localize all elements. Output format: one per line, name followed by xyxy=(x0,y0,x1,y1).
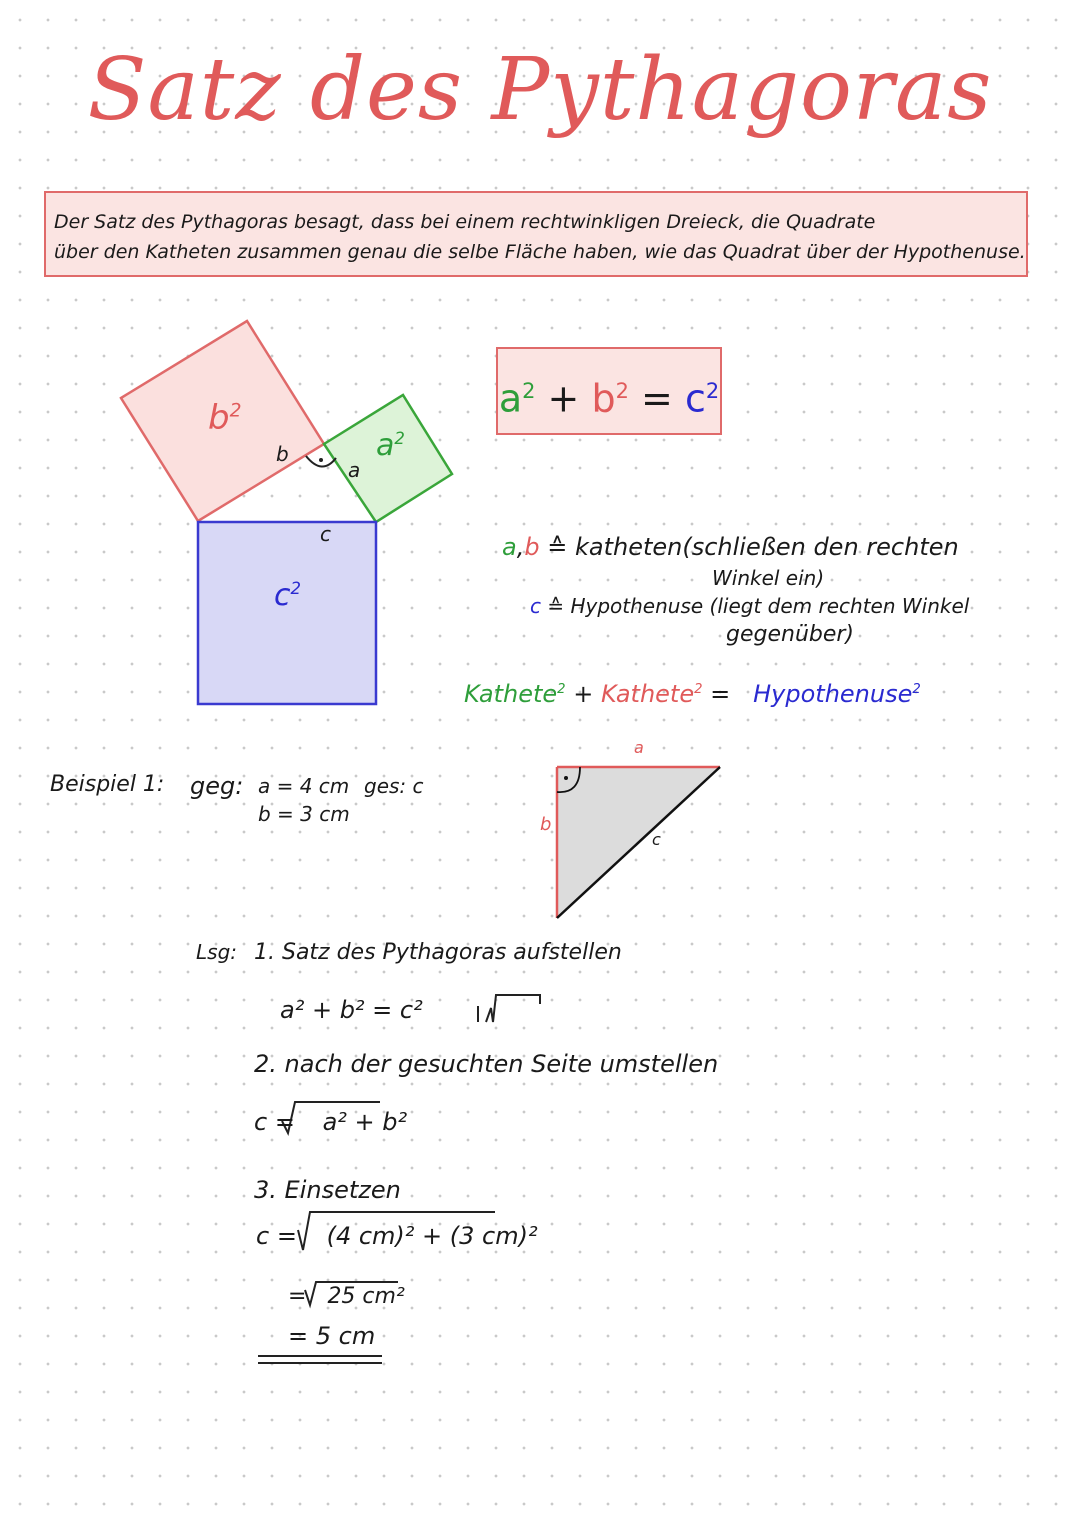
legend-ab-text-2: Winkel ein) xyxy=(712,566,825,590)
example-heading: Beispiel 1: xyxy=(50,772,165,797)
legend-b: b xyxy=(524,533,540,561)
solution-eq-4-lhs: = xyxy=(288,1284,307,1309)
solution-eq-4-radicand: 25 cm² xyxy=(327,1284,405,1309)
solution-eq-3-lhs: c = xyxy=(256,1222,297,1250)
legend-c-label: c xyxy=(530,594,541,618)
formula-eq: = xyxy=(641,376,673,421)
legend-ab: a,b ≙ katheten(schließen den rechten xyxy=(502,533,959,561)
word-formula xyxy=(464,680,921,708)
side-a-label: a xyxy=(348,458,361,482)
legend-ab-text-1: ≙ katheten(schließen den rechten xyxy=(547,533,959,561)
word-plus: + xyxy=(573,680,594,708)
square-a-label: $a^2$ xyxy=(376,428,405,463)
word-kathete-2-exp: 2 xyxy=(694,682,703,697)
example-given-label: geg: xyxy=(190,772,244,800)
legend-c-text-1: ≙ Hypothenuse (liegt dem rechten Winkel xyxy=(547,594,970,618)
solution-result: = 5 cm xyxy=(288,1322,376,1350)
example-given-a: a = 4 cm xyxy=(258,774,350,798)
square-c xyxy=(198,522,376,704)
legend-c xyxy=(530,594,969,618)
word-hypothenuse: Hypothenuse xyxy=(753,680,913,708)
solution-eq-2-lhs: c = xyxy=(254,1108,295,1136)
solution-op-1-text xyxy=(470,998,501,1026)
solution-step-1: 1. Satz des Pythagoras aufstellen xyxy=(254,940,622,965)
solution-eq-4 xyxy=(288,1284,405,1309)
legend-a: a xyxy=(502,533,517,561)
right-angle-dot xyxy=(319,458,323,462)
side-b-label: b xyxy=(276,442,289,466)
word-kathete-1: Kathete xyxy=(464,680,558,708)
word-eq: = xyxy=(710,680,731,708)
formula-b-exp: 2 xyxy=(615,379,629,403)
solution-step-3: 3. Einsetzen xyxy=(254,1176,401,1204)
page-title: Satz des Pythagoras xyxy=(87,40,993,140)
solution-eq-3-radicand: (4 cm)² + (3 cm)² xyxy=(326,1222,538,1250)
definition-line-2: über den Katheten zusammen genau die selbe Fläche haben, wie das Quadrat über der Hypothenuse. xyxy=(54,241,1026,263)
formula-a: a xyxy=(498,376,523,421)
legend-c-text-2: gegenüber) xyxy=(726,622,855,647)
solution-eq-2-radicand: a² + b² xyxy=(322,1108,408,1136)
formula-c: c xyxy=(684,376,706,421)
solution-step-2: 2. nach der gesuchten Seite umstellen xyxy=(254,1050,719,1078)
triangle-right-angle-dot xyxy=(564,776,568,780)
side-c-label: c xyxy=(320,522,331,546)
triangle-label-c: c xyxy=(652,830,661,849)
formula-c-exp: 2 xyxy=(705,379,720,403)
triangle-label-b: b xyxy=(540,814,552,835)
formula-plus: + xyxy=(547,376,580,421)
formula-b: b xyxy=(591,376,616,421)
formula-a-exp: 2 xyxy=(522,379,536,403)
square-b-label: $b^2$ xyxy=(208,398,242,438)
word-kathete-1-exp: 2 xyxy=(557,682,566,697)
example-sought: ges: c xyxy=(364,774,424,798)
triangle-label-a: a xyxy=(634,738,644,757)
square-c-label: $c^2$ xyxy=(274,578,301,613)
definition-line-1: Der Satz des Pythagoras besagt, dass bei einem rechtwinkligen Dreieck, die Quadrate xyxy=(54,211,876,233)
word-kathete-2: Kathete xyxy=(600,680,695,708)
solution-label: Lsg: xyxy=(196,940,237,964)
solution-eq-3 xyxy=(256,1222,538,1250)
formula-box xyxy=(496,347,722,435)
word-hypothenuse-exp: 2 xyxy=(912,682,921,697)
example-given-b: b = 3 cm xyxy=(258,802,350,826)
solution-eq-2 xyxy=(254,1108,407,1136)
solution-eq-1: a² + b² = c² xyxy=(280,996,423,1024)
